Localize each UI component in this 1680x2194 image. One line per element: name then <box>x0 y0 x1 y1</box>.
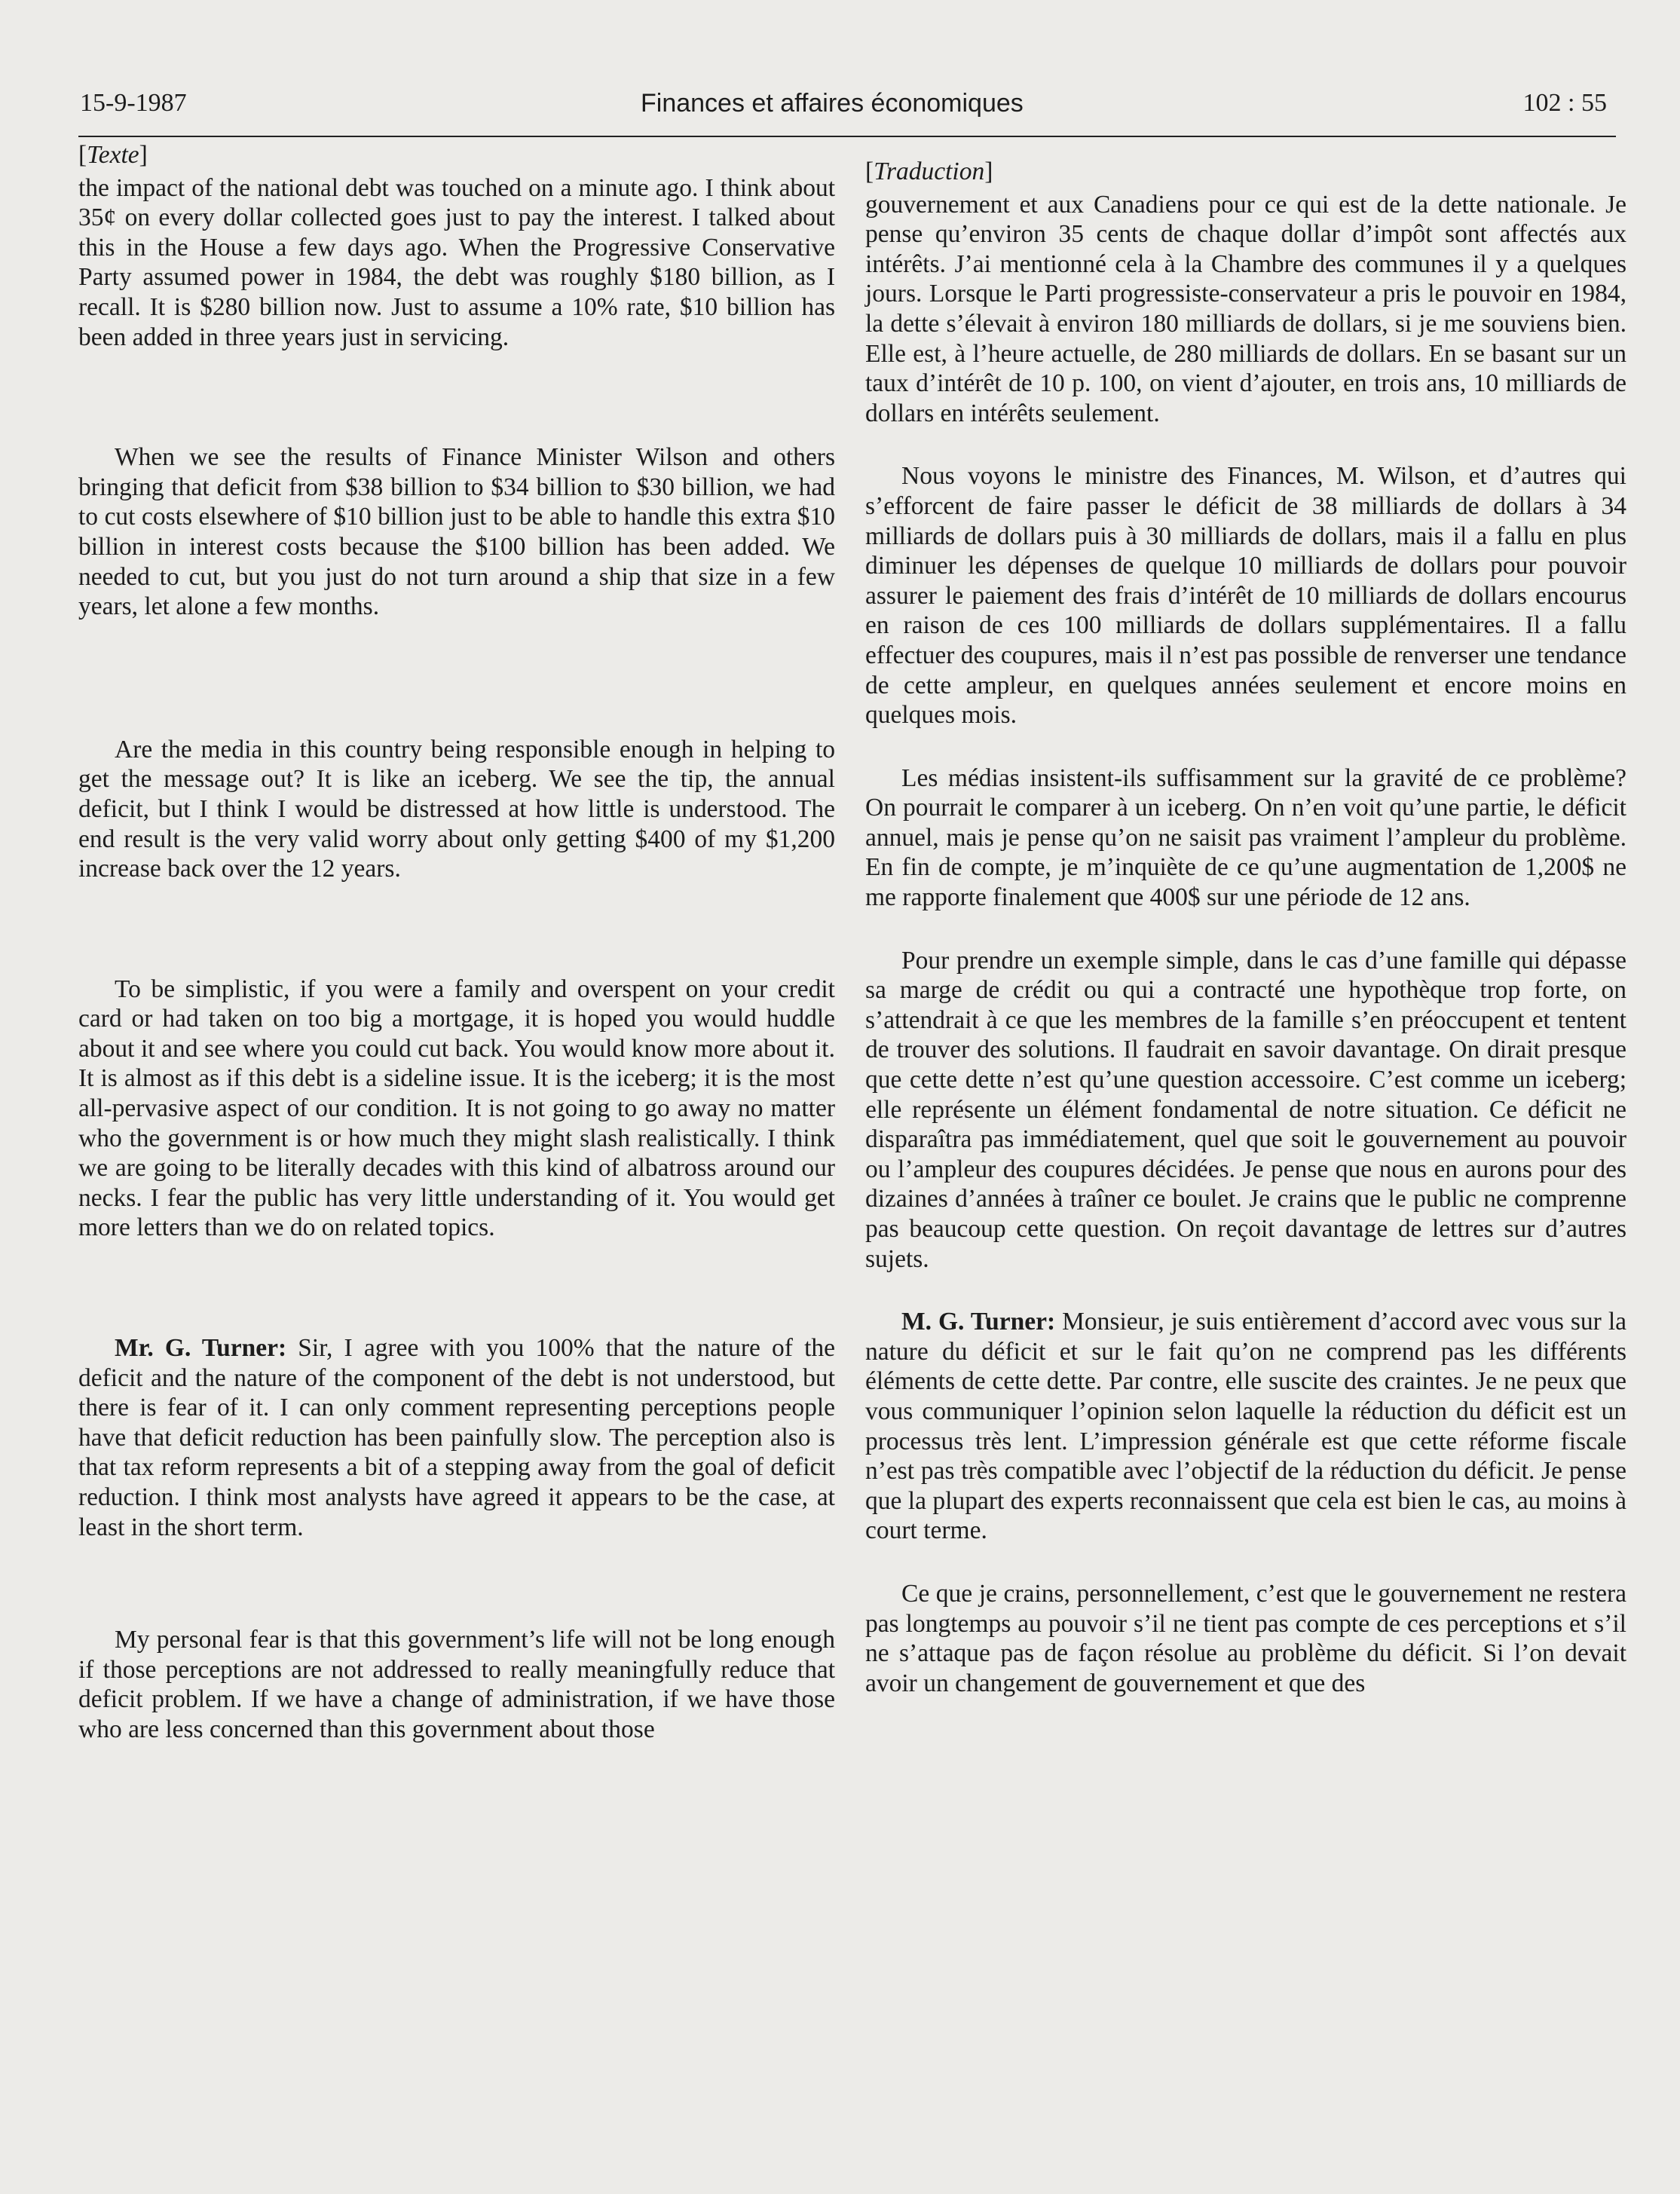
right-paragraph-4: Pour prendre un exemple simple, dans le cas d’une famille qui dépasse sa marge de crédit ou qui a contracté une hypothèque trop forte, on s’attendrait à ce que les membres de la famille s’en préoccupent et tentent de trouver des solutions. Il faudrait en savoir davantage. On dirait presque que cette dette n’est qu’une question accessoire. C’est comme un iceberg; elle représente un élément fondamental de notre situation. Ce déficit ne disparaîtra pas immédiatement, quel que soit le gouvernement au pouvoir ou l’ampleur des coupures décidées. Je pense que nous en aurons pour des dizaines d’années à traîner ce boulet. Je crains que le public ne comprenne pas beaucoup cette question. On reçoit davantage de lettres sur d’autres sujets. <box>865 946 1626 1273</box>
left-paragraph-3: Are the media in this country being responsible enough in helping to get the message out? It is like an iceberg. We see the tip, the annual deficit, but I think I would be distressed at how little is understood. The end result is the very valid worry about only getting $400 of my $1,200 increase back over the 12 years. <box>78 735 835 883</box>
left-column <box>78 140 835 1745</box>
right-paragraph-2: Nous voyons le ministre des Finances, M. Wilson, et d’autres qui s’efforcent de faire passer le déficit de 38 milliards de dollars à 34 milliards de dollars puis à 30 milliards de dollars, mais il a fallu en plus diminuer les dépenses de quelque 10 milliards de dollars pour pouvoir assurer le paiement des frais d’intérêt de 10 milliards de dollars encourus en raison de ces 100 milliards de dollars supplémentaires. Il a fallu effectuer des coupures, mais il n’est pas possible de renverser une tendance de cette ampleur, en quelques années seulement et encore moins en quelques mois. <box>865 462 1626 730</box>
left-language-tag: [Texte] <box>78 141 148 169</box>
left-paragraph-1: the impact of the national debt was touched on a minute ago. I think about 35¢ on every dollar collected goes just to pay the interest. I talked about this in the House a few days ago. When the Progressive Conservative Party assumed power in 1984, the debt was roughly $180 billion, as I recall. It is $280 billion now. Just to assume a 10% rate, $10 billion has been added in three years just in servicing. <box>78 173 835 351</box>
right-language-tag: [Traduction] <box>865 158 993 185</box>
right-paragraph-1: gouvernement et aux Canadiens pour ce qui est de la dette nationale. Je pense qu’environ 35 cents de chaque dollar d’impôt sont affectés aux intérêts. J’ai mentionné cela à la Chambre des communes il y a quelques jours. Lorsque le Parti progressiste-conservateur a pris le pouvoir en 1984, la dette s’élevait à environ 180 milliards de dollars, si je me souviens bien. Elle est, à l’heure actuelle, de 280 milliards de dollars. En se basant sur un taux d’intérêt de 10 p. 100, on vient d’ajouter, en trois ans, 10 milliards de dollars en intérêts seulement. <box>865 190 1626 427</box>
left-speaker-name: Mr. G. Turner: <box>115 1334 287 1363</box>
right-paragraph-3: Les médias insistent-ils suffisamment sur la gravité de ce problème? On pourrait le comparer à un iceberg. On n’en voit qu’une partie, le déficit annuel, mais je pense qu’on ne saisit pas vraiment l’ampleur du problème. En fin de compte, je m’inquiète de ce qu’une augmentation de 1,200$ ne me rapporte finalement que 400$ sur une période de 12 ans. <box>865 763 1626 912</box>
left-speaker-paragraph <box>78 1333 835 1542</box>
left-paragraph-last: My personal fear is that this government’s life will not be long enough if those perceptions are not addressed to really meaningfully reduce that deficit problem. If we have a change of administration, if we have those who are less concerned than this government about those <box>78 1626 835 1743</box>
page-header <box>78 87 1616 137</box>
right-speaker-name: M. G. Turner: <box>901 1308 1056 1336</box>
right-paragraph-last: Ce que je crains, personnellement, c’est que le gouvernement ne restera pas longtemps au pouvoir s’il ne tient pas compte de ces perceptions et s’il ne s’attaque pas de façon résolue au problème du déficit. Si l’on devait avoir un changement de gouvernement et que des <box>865 1579 1626 1697</box>
header-title: Finances et affaires économiques <box>641 89 1024 118</box>
left-speaker-text: Sir, I agree with you 100% that the nature of the deficit and the nature of the component of the debt is not understood, but there is fear of it. I can only comment representing perceptions people have that deficit reduction has been painfully slow. The perception also is that tax reform represents a bit of a stepping away from the goal of deficit reduction. I think most analysts have agreed it appears to be the case, at least in the short term. <box>78 1334 835 1541</box>
right-column <box>865 157 1626 1698</box>
header-page-number: 102 : 55 <box>1522 89 1607 117</box>
right-speaker-text: Monsieur, je suis entièrement d’accord avec vous sur la nature du déficit et sur le fait qu’on ne comprend pas les différents éléments de cette dette. Par contre, elle suscite des craintes. Je ne peux que vous communiquer l’opinion selon laquelle la réduction du déficit est un processus très lent. L’impression générale est que cette réforme fiscale n’est pas très compatible avec l’objectif de la réduction du déficit. Je pense que la plupart des experts reconnaissent que cela est bien le cas, au moins à court terme. <box>865 1308 1626 1545</box>
left-paragraph-2: When we see the results of Finance Minister Wilson and others bringing that deficit from $38 billion to $34 billion to $30 billion, we had to cut costs elsewhere of $10 billion just to be able to handle this extra $10 billion in interest costs because the $100 billion has been added. We needed to cut, but you just do not turn around a ship that size in a few years, let alone a few months. <box>78 443 835 621</box>
header-date: 15-9-1987 <box>80 89 187 117</box>
left-paragraph-4: To be simplistic, if you were a family and overspent on your credit card or had taken on too big a mortgage, it is hoped you would huddle about it and see where you could cut back. You would know more about it. It is almost as if this debt is a sideline issue. It is the iceberg; it is the most all-pervasive aspect of our condition. It is not going to go away no matter who the government is or how much they might slash realistically. I think we are going to be literally decades with this kind of albatross around our necks. I fear the public has very little understanding of it. You would get more letters than we do on related topics. <box>78 975 835 1242</box>
right-speaker-paragraph <box>865 1307 1626 1546</box>
